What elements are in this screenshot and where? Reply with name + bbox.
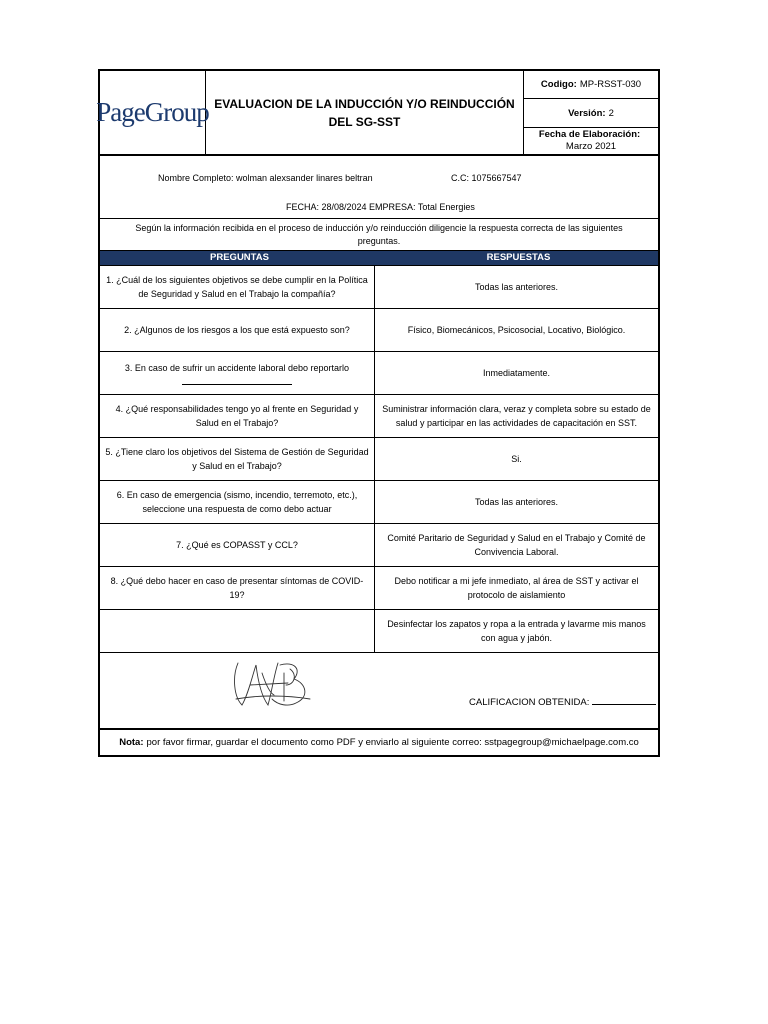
nombre-completo: Nombre Completo: wolman alexsander linares beltran — [158, 173, 373, 183]
fecha-elaboracion-value: Marzo 2021 — [565, 141, 617, 152]
participant-info — [100, 156, 658, 219]
nota-text: por favor firmar, guardar el documento como PDF y enviarlo al siguiente correo: sstpagegroup@michaelpage.com.co — [146, 737, 639, 748]
codigo-cell — [524, 71, 658, 99]
answer-cell: Debo notificar a mi jefe inmediato, al área de SST y activar el protocolo de aislamiento — [394, 576, 639, 600]
version-value: 2 — [608, 107, 614, 119]
table-row — [100, 437, 658, 480]
codigo-label: Codigo: — [540, 79, 577, 90]
answer-cell: Desinfectar los zapatos y ropa a la entrada y lavarme mis manos con agua y jabón. — [387, 619, 646, 643]
logo-text: PageGroup — [96, 97, 209, 127]
question-text: 7. ¿Qué es COPASST y CCL? — [176, 540, 298, 550]
column-respuestas: RESPUESTAS — [486, 252, 551, 263]
table-row — [100, 308, 658, 351]
answer-cell: Todas las anteriores. — [474, 497, 559, 507]
evaluation-form — [98, 69, 660, 757]
question-cell — [100, 481, 375, 523]
table-row — [100, 394, 658, 437]
questions-table — [100, 265, 658, 652]
nota-label: Nota: — [119, 737, 144, 748]
question-cell — [100, 524, 375, 566]
table-row — [100, 609, 658, 652]
table-header — [100, 251, 658, 265]
company-logo — [96, 71, 209, 154]
question-cell — [100, 567, 375, 609]
instructions: Según la información recibida en el proceso de inducción y/o reinducción diligencie la respuesta correcta de las siguientes preguntas. — [100, 219, 658, 251]
question-text: 5. ¿Tiene claro los objetivos del Sistema de Gestión de Seguridad y Salud en el Trabajo? — [105, 447, 369, 471]
signature-row — [100, 652, 658, 728]
version-label: Versión: — [568, 107, 606, 119]
calificacion-blank — [592, 695, 656, 705]
question-text: 3. En caso de sufrir un accidente laboral debo reportarlo — [124, 363, 350, 373]
question-text: 2. ¿Algunos de los riesgos a los que está expuesto son? — [124, 325, 350, 335]
column-preguntas: PREGUNTAS — [210, 252, 269, 263]
table-row — [100, 566, 658, 609]
version-cell — [524, 99, 658, 128]
answer-cell: Físico, Biomecánicos, Psicosocial, Locativo, Biológico. — [407, 325, 626, 335]
answer-cell: Inmediatamente. — [482, 368, 551, 378]
footer-note — [100, 728, 658, 755]
form-meta — [524, 71, 658, 154]
answer-cell: Suministrar información clara, veraz y completa sobre su estado de salud y participar en las actividades de capacitación en SST. — [382, 404, 651, 428]
question-cell — [100, 438, 375, 480]
question-cell — [100, 395, 375, 437]
answer-cell: Todas las anteriores. — [474, 282, 559, 292]
calificacion-label: CALIFICACION OBTENIDA: — [469, 697, 590, 708]
question-cell — [100, 610, 375, 652]
table-row — [100, 523, 658, 566]
codigo-value: MP-RSST-030 — [579, 79, 642, 90]
question-text: 6. En caso de emergencia (sismo, incendio, terremoto, etc.), seleccione una respuesta de como debo actuar — [116, 490, 358, 514]
fecha-elaboracion-label: Fecha de Elaboración: — [538, 129, 641, 140]
answer-cell: Si. — [511, 454, 522, 464]
question-cell — [100, 309, 375, 351]
table-row — [100, 265, 658, 308]
fecha-elaboracion-cell — [524, 128, 658, 154]
table-row — [100, 480, 658, 523]
table-row — [100, 351, 658, 394]
cedula: C.C: 1075667547 — [451, 173, 522, 183]
signature-image — [228, 655, 312, 713]
calificacion-obtenida — [469, 695, 656, 709]
fecha-empresa: FECHA: 28/08/2024 EMPRESA: Total Energies — [286, 202, 475, 212]
question-cell — [100, 266, 375, 308]
form-title: EVALUACION DE LA INDUCCIÓN Y/O REINDUCCIÓN DEL SG-SST — [206, 71, 524, 154]
answer-blank-line — [182, 375, 292, 385]
question-text: 1. ¿Cuál de los siguientes objetivos se debe cumplir en la Política de Seguridad y Salud en el Trabajo la compañía? — [106, 275, 368, 299]
question-text: 4. ¿Qué responsabilidades tengo yo al frente en Seguridad y Salud en el Trabajo? — [115, 404, 359, 428]
question-cell — [100, 352, 375, 394]
form-header — [96, 71, 658, 156]
answer-cell: Comité Paritario de Seguridad y Salud en el Trabajo y Comité de Convivencia Laboral. — [387, 533, 646, 557]
question-text: 8. ¿Qué debo hacer en caso de presentar síntomas de COVID-19? — [110, 576, 364, 600]
